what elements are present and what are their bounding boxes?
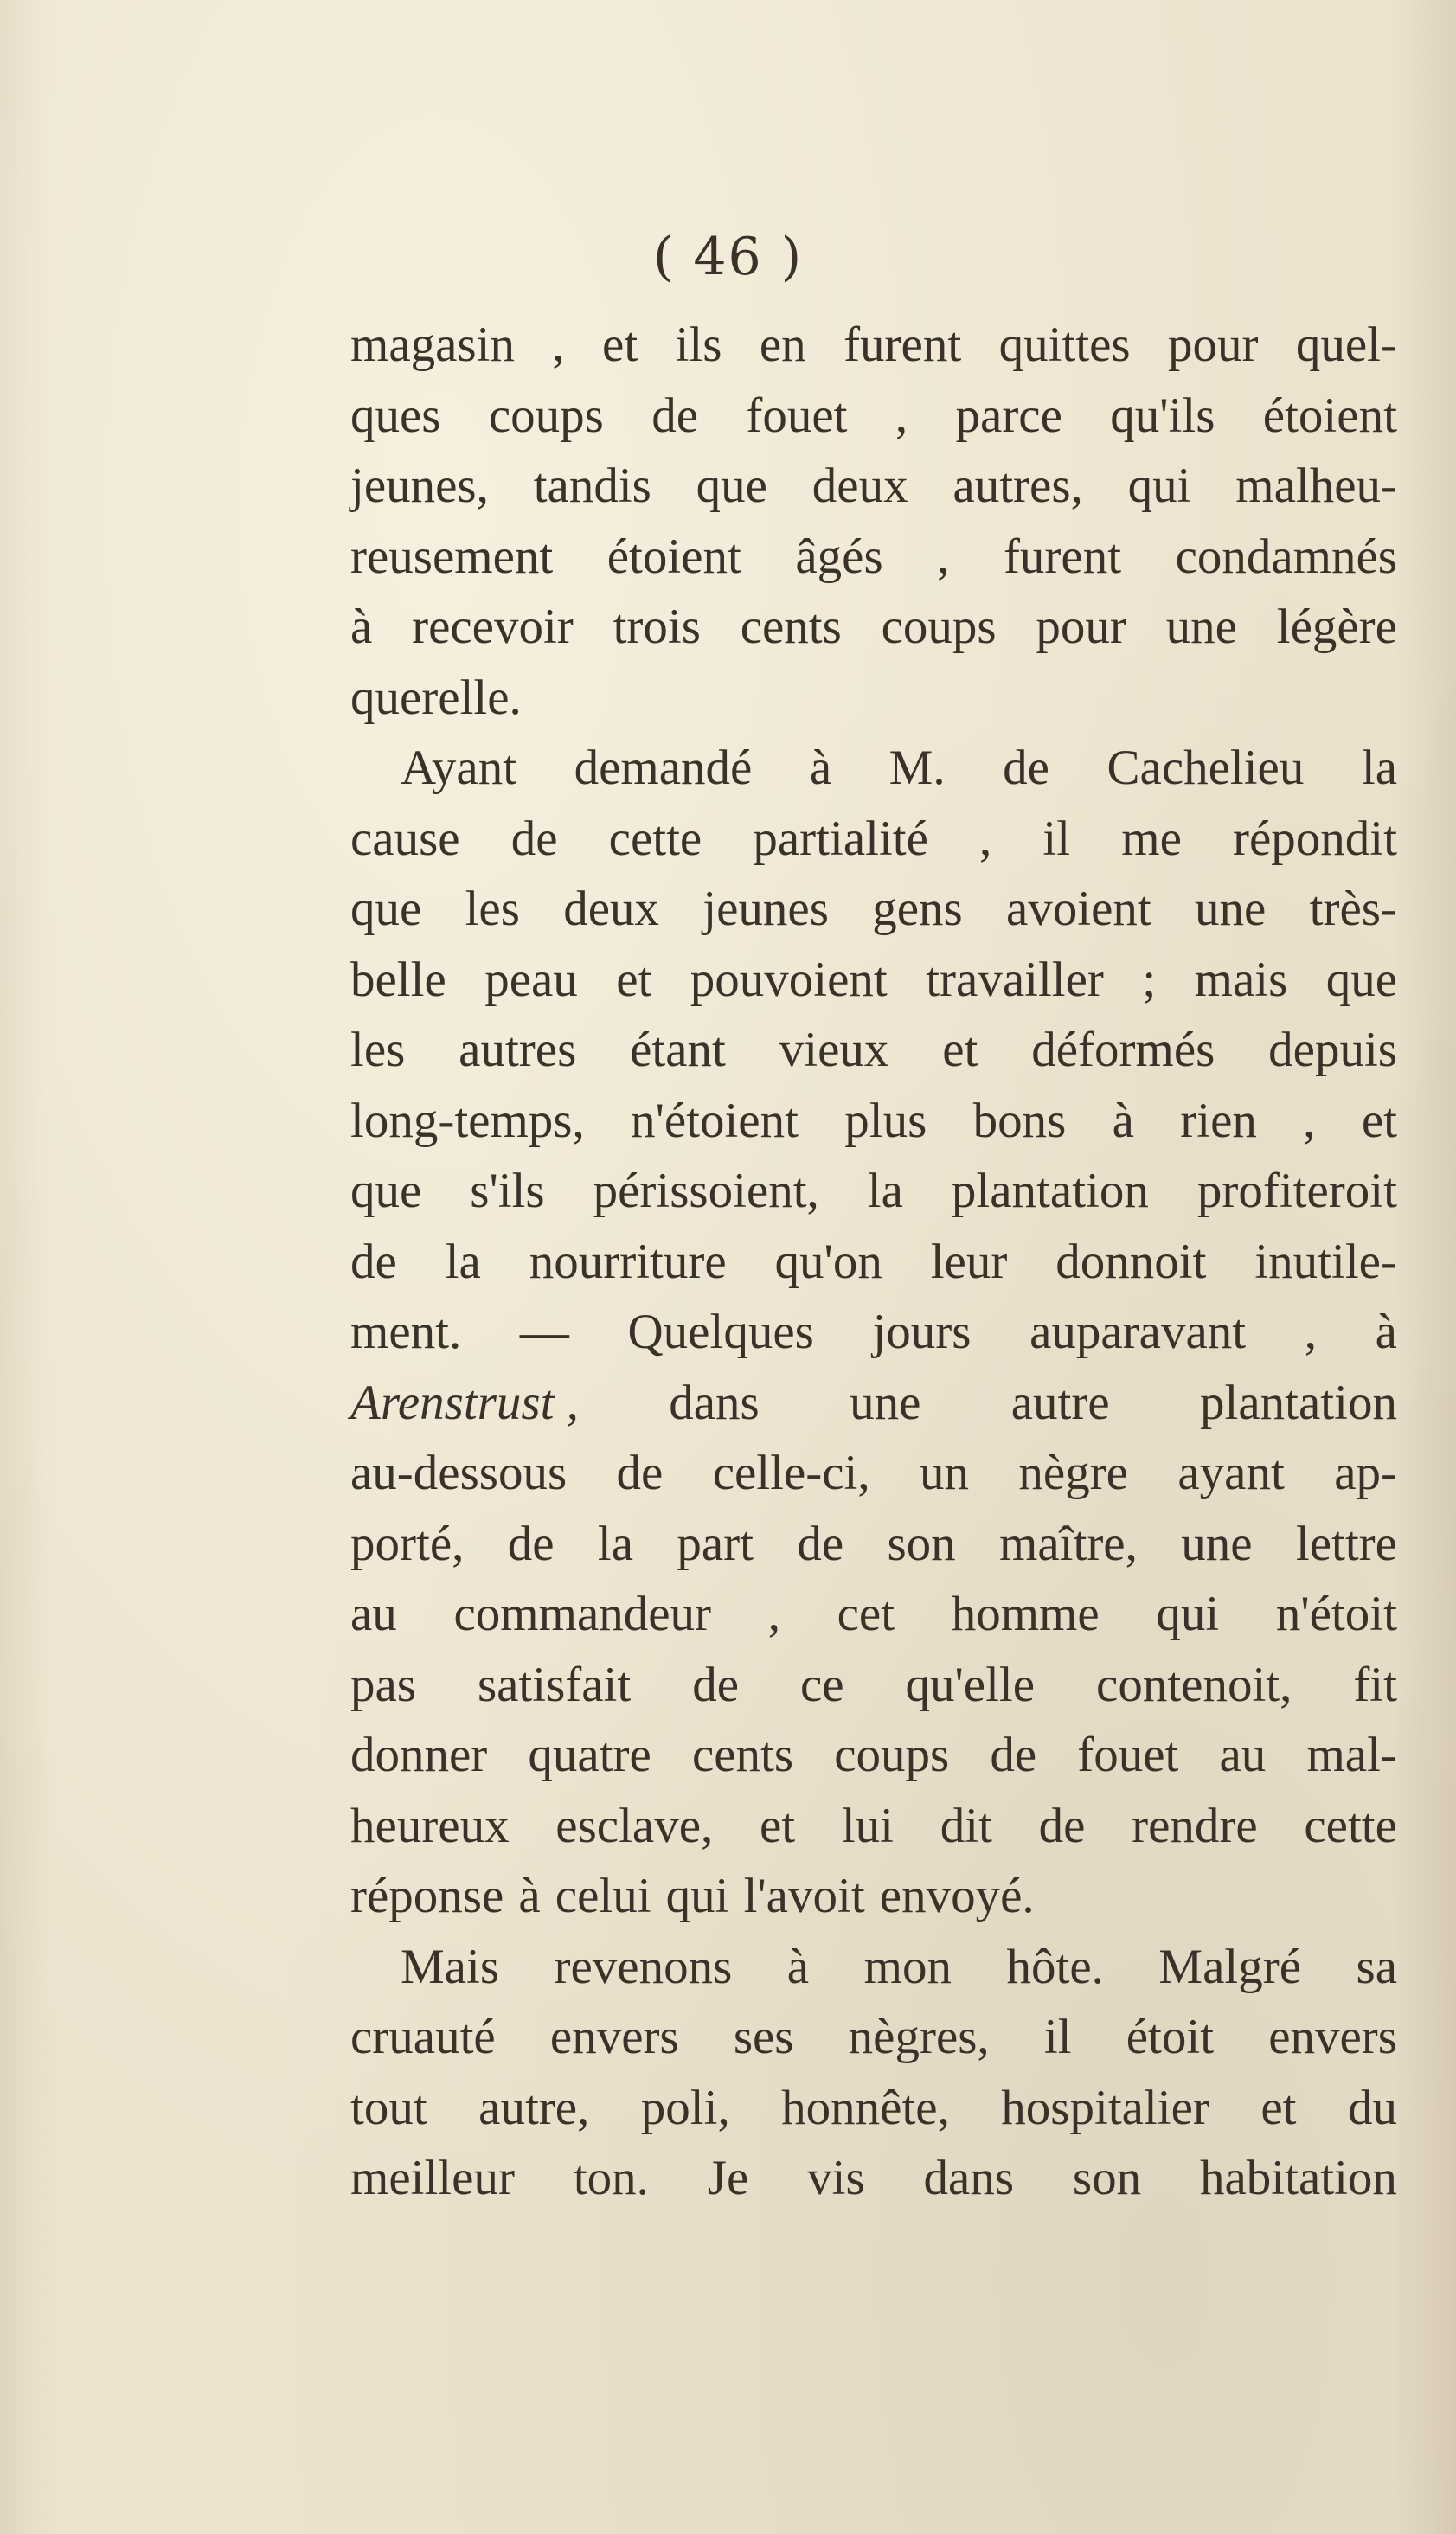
word: Ayant: [401, 741, 517, 795]
word: de: [1003, 741, 1049, 795]
word: envers: [1268, 2010, 1397, 2064]
word: et: [1361, 1093, 1397, 1148]
word: esclave,: [555, 1798, 714, 1853]
text-line: [350, 874, 1397, 945]
word: en: [759, 318, 806, 372]
word: mais: [1194, 952, 1288, 1007]
word: étoit: [1126, 2010, 1215, 2064]
word: partialité: [753, 811, 928, 866]
word: quel-: [1295, 318, 1397, 372]
word: leur: [930, 1234, 1008, 1289]
word: la: [867, 1164, 903, 1218]
word: qu'on: [774, 1234, 882, 1289]
word: nègre: [1018, 1446, 1128, 1500]
word: hôte.: [1006, 1939, 1104, 1994]
text-line: [350, 733, 1397, 804]
word: belle: [350, 952, 446, 1007]
word: qui: [1156, 1587, 1220, 1641]
word: qu'ils: [1110, 388, 1215, 443]
text-line: [350, 451, 1397, 522]
body-text: [350, 310, 1397, 2214]
word: l'avoit: [743, 1869, 865, 1923]
text-line: [350, 381, 1397, 452]
text-line: [350, 1086, 1397, 1157]
word: recevoir: [412, 600, 574, 654]
text-line: [350, 2143, 1397, 2214]
text-line: [350, 1015, 1397, 1086]
word: du: [1347, 2080, 1397, 2135]
word: cet: [837, 1587, 895, 1641]
word: et: [942, 1023, 978, 1077]
word: fouet: [746, 388, 848, 443]
text-line: [350, 1156, 1397, 1227]
word: honnête,: [781, 2080, 950, 2135]
word: à: [518, 1869, 541, 1923]
word: et: [616, 952, 652, 1007]
word: porté,: [350, 1516, 465, 1571]
word: gens: [872, 882, 963, 936]
word: la: [597, 1516, 634, 1571]
word: contenoit,: [1096, 1657, 1292, 1712]
text-line: [350, 522, 1397, 593]
word: quatre: [528, 1728, 651, 1782]
word: magasin: [350, 318, 515, 372]
word: ton.: [573, 2151, 649, 2205]
word: Arenstrust ,: [350, 1375, 579, 1430]
word: homme: [951, 1587, 1100, 1641]
word: ,: [767, 1587, 780, 1641]
word: donnoit: [1055, 1234, 1207, 1289]
text-line: [350, 1861, 1397, 1932]
word: qui: [1127, 459, 1191, 513]
word: lettre: [1295, 1516, 1397, 1571]
word: ayant: [1177, 1446, 1285, 1500]
word: à: [350, 600, 373, 654]
word: tout: [350, 2080, 427, 2135]
word: une: [1165, 600, 1237, 654]
text-line: [350, 310, 1397, 381]
word: avoient: [1005, 882, 1151, 936]
word: envoyé.: [879, 1869, 1035, 1923]
word: cents: [691, 1728, 794, 1782]
word: cette: [608, 811, 702, 866]
word: pour: [1036, 600, 1126, 654]
word: Cachelieu: [1106, 741, 1305, 795]
word: dans: [923, 2151, 1015, 2205]
word: à: [786, 1939, 810, 1994]
word: n'étoient: [631, 1093, 799, 1148]
word: fit: [1353, 1657, 1397, 1712]
word: nourriture: [529, 1234, 727, 1289]
word: âgés: [795, 529, 883, 584]
word: à: [1375, 1305, 1397, 1359]
word: rien: [1180, 1093, 1257, 1148]
word: celle-ci,: [712, 1446, 870, 1500]
word: de: [651, 388, 699, 443]
word: M.: [888, 741, 946, 795]
word: —: [519, 1305, 569, 1359]
word: réponse: [350, 1869, 504, 1923]
word: répondit: [1233, 811, 1397, 866]
word: au: [350, 1587, 397, 1641]
text-line: [350, 1932, 1397, 2003]
text-line: [350, 592, 1397, 663]
word: les: [465, 882, 520, 936]
word: parce: [955, 388, 1062, 443]
word: périssoient,: [593, 1164, 819, 1218]
word: les: [350, 1023, 406, 1077]
word: envers: [549, 2010, 679, 2064]
word: de: [692, 1657, 739, 1712]
word: la: [1361, 741, 1397, 795]
word: que: [350, 1164, 422, 1218]
word: mon: [863, 1939, 952, 1994]
word: profiteroit: [1196, 1164, 1397, 1218]
word: auparavant: [1029, 1305, 1247, 1359]
word: plus: [844, 1093, 927, 1148]
word: jeunes,: [350, 459, 489, 513]
word: dit: [940, 1798, 992, 1853]
word: il: [1042, 811, 1071, 866]
word: qu'elle: [905, 1657, 1036, 1712]
word: un: [920, 1446, 970, 1500]
word: nègres,: [848, 2010, 990, 2064]
word: autres,: [952, 459, 1083, 513]
word: malheu-: [1235, 459, 1397, 513]
word: que: [696, 459, 767, 513]
word: autre,: [478, 2080, 590, 2135]
text-line: [350, 945, 1397, 1016]
word: et: [1260, 2080, 1297, 2135]
word: habitation: [1199, 2151, 1397, 2205]
word: jeunes: [702, 882, 829, 936]
word: de: [797, 1516, 844, 1571]
text-line: [350, 1650, 1397, 1721]
word: Je: [707, 2151, 749, 2205]
word: coups: [881, 600, 997, 654]
word: pouvoient: [690, 952, 888, 1007]
word: étoient: [1262, 388, 1397, 443]
word: rendre: [1132, 1798, 1258, 1853]
word: une: [1181, 1516, 1253, 1571]
word: il: [1043, 2010, 1072, 2064]
word: deux: [811, 459, 908, 513]
word: fouet: [1077, 1728, 1179, 1782]
word: que: [350, 882, 422, 936]
word: Malgré: [1158, 1939, 1301, 1994]
word: reusement: [350, 529, 554, 584]
word: vis: [807, 2151, 865, 2205]
word: ment.: [350, 1305, 462, 1359]
word: au: [1219, 1728, 1267, 1782]
word: ,: [895, 388, 908, 443]
text-line: [350, 2002, 1397, 2073]
word: ;: [1142, 952, 1157, 1007]
word: à: [809, 741, 832, 795]
word: de: [1038, 1798, 1086, 1853]
word: poli,: [640, 2080, 730, 2135]
text-line: [350, 1297, 1397, 1368]
word: inutile-: [1254, 1234, 1397, 1289]
text-line: [350, 1227, 1397, 1298]
word: demandé: [574, 741, 753, 795]
text-line: [350, 1438, 1397, 1509]
word: me: [1121, 811, 1182, 866]
word: revenons: [554, 1939, 733, 1994]
word: son: [1072, 2151, 1142, 2205]
word: pas: [350, 1657, 416, 1712]
word: deux: [563, 882, 660, 936]
text-line: [350, 1368, 1397, 1439]
word: coups: [488, 388, 604, 443]
word: coups: [834, 1728, 950, 1782]
word: furent: [1003, 529, 1122, 584]
word: cette: [1304, 1798, 1397, 1853]
word: querelle.: [350, 670, 522, 725]
word: plantation: [1200, 1375, 1397, 1430]
word: heureux: [350, 1798, 510, 1853]
word: tandis: [533, 459, 651, 513]
word: déformés: [1031, 1023, 1215, 1077]
word: s'ils: [470, 1164, 545, 1218]
text-line: [350, 804, 1397, 875]
word: cause: [350, 811, 460, 866]
word: de: [616, 1446, 664, 1500]
word: celui: [555, 1869, 651, 1923]
word: meilleur: [350, 2151, 515, 2205]
word: ,: [552, 318, 565, 372]
word: à: [1112, 1093, 1134, 1148]
word: plantation: [951, 1164, 1149, 1218]
word: de: [350, 1234, 397, 1289]
text-line: [350, 1720, 1397, 1791]
text-line: [350, 663, 1397, 734]
word: trois: [613, 600, 701, 654]
word: depuis: [1268, 1023, 1397, 1077]
text-line: [350, 1791, 1397, 1862]
word: furent: [843, 318, 962, 372]
word: ques: [350, 388, 441, 443]
word: condamnés: [1175, 529, 1397, 584]
word: cruauté: [350, 2010, 496, 2064]
text-line: [350, 2073, 1397, 2144]
word: quittes: [998, 318, 1131, 372]
word: son: [887, 1516, 956, 1571]
word: une: [1195, 882, 1267, 936]
word: une: [850, 1375, 921, 1430]
page-number: ( 46 ): [652, 227, 804, 287]
word: ce: [799, 1657, 844, 1712]
word: donner: [350, 1728, 488, 1782]
word: la: [445, 1234, 481, 1289]
word: de: [510, 811, 558, 866]
word: ,: [1304, 1305, 1317, 1359]
word: ils: [675, 318, 722, 372]
word: ,: [937, 529, 950, 584]
word: mal-: [1306, 1728, 1397, 1782]
word: hospitalier: [1001, 2080, 1209, 2135]
word: ,: [979, 811, 992, 866]
word: Quelques: [627, 1305, 814, 1359]
text-line: [350, 1509, 1397, 1580]
word: au-dessous: [350, 1446, 568, 1500]
text-line: [350, 1579, 1397, 1650]
word: autre: [1010, 1375, 1110, 1430]
word: autres: [459, 1023, 577, 1077]
word: de: [507, 1516, 555, 1571]
word: qui: [665, 1869, 729, 1923]
word: travailler: [926, 952, 1104, 1007]
word: ses: [733, 2010, 794, 2064]
word: que: [1325, 952, 1397, 1007]
word: n'étoit: [1275, 1587, 1397, 1641]
word: pour: [1167, 318, 1259, 372]
word: cents: [740, 600, 842, 654]
word: lui: [841, 1798, 894, 1853]
word: dans: [669, 1375, 760, 1430]
word: jours: [872, 1305, 972, 1359]
word: étoient: [606, 529, 741, 584]
word: commandeur: [453, 1587, 712, 1641]
word: ,: [1303, 1093, 1316, 1148]
word: peau: [484, 952, 578, 1007]
word: sa: [1356, 1939, 1397, 1994]
word: et: [759, 1798, 796, 1853]
word: satisfait: [477, 1657, 632, 1712]
word: étant: [630, 1023, 726, 1077]
word: bons: [972, 1093, 1067, 1148]
word: long-temps,: [350, 1093, 585, 1148]
word: légère: [1276, 600, 1397, 654]
word: maître,: [999, 1516, 1138, 1571]
word: part: [677, 1516, 754, 1571]
word: très-: [1309, 882, 1397, 936]
word: et: [602, 318, 638, 372]
word: Mais: [401, 1939, 499, 1994]
word: vieux: [779, 1023, 889, 1077]
word: de: [990, 1728, 1037, 1782]
word: ap-: [1334, 1446, 1397, 1500]
